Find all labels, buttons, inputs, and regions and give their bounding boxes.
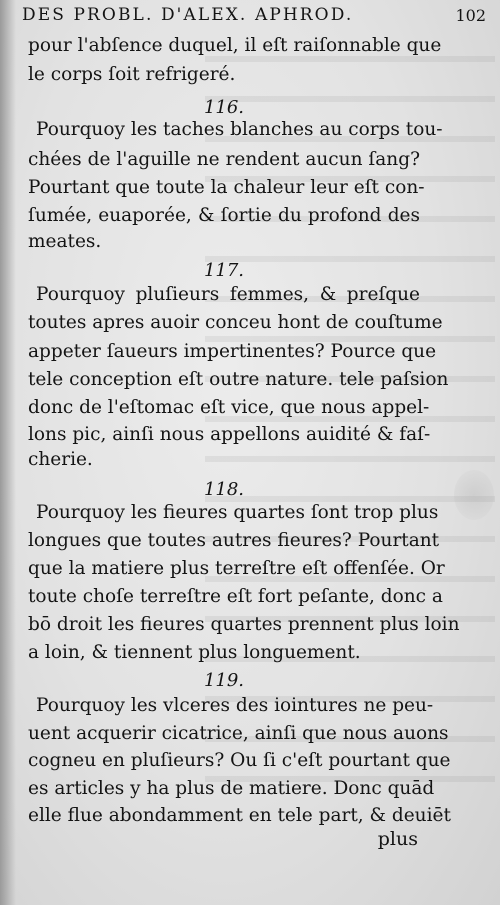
problem-number: 118.	[203, 479, 245, 500]
text-line: lons pic, ainſi nous appellons auidité & faſ-	[28, 424, 431, 445]
text-line: Pourquoy pluſieurs femmes, & preſque	[36, 284, 420, 305]
text-line: tele conception eſt outre nature. tele paſsion	[28, 369, 449, 390]
text-line: ſumée, euaporée, & ſortie du profond des	[28, 205, 420, 226]
problem-number: 116.	[203, 97, 245, 118]
text-line: toute choſe terreſtre eſt fort peſante, donc a	[28, 586, 443, 607]
catchword: plus	[377, 828, 418, 850]
text-line: longues que toutes autres fieures? Pourtant	[28, 530, 440, 551]
text-line: a loin, & tiennent plus longuement.	[28, 642, 361, 663]
text-line: Pourquoy les taches blanches au corps tou-	[36, 119, 443, 140]
text-line: Pourquoy les vlceres des iointures ne peu-	[36, 695, 434, 716]
running-head: DES PROBL. D'ALEX. APHROD.	[22, 5, 354, 25]
problem-number: 117.	[203, 260, 245, 281]
problem-number: 119.	[203, 670, 245, 691]
text-line: donc de l'eſtomac eſt vice, que nous appel-	[28, 397, 430, 418]
text-line: toutes apres auoir conceu hont de couſtume	[28, 312, 443, 333]
text-line: meates.	[28, 231, 102, 252]
text-line: appeter ſaueurs impertinentes? Pource que	[28, 341, 437, 362]
page-number: 102	[455, 6, 486, 25]
text-line: cherie.	[28, 449, 93, 470]
text-line: que la matiere plus terreſtre eſt offenſée. Or	[28, 558, 445, 579]
text-line: Pourquoy les fieures quartes ſont trop plus	[36, 502, 439, 523]
text-line: pour l'abſence duquel, il eſt raiſonnable que	[28, 35, 442, 56]
gutter-shadow	[0, 0, 16, 905]
text-line: cogneu en pluſieurs? Ou ſi c'eſt pourtant que	[28, 750, 451, 771]
text-line: le corps ſoit refrigeré.	[28, 64, 236, 85]
text-line: Pourtant que toute la chaleur leur eſt con-	[28, 177, 425, 198]
paper-stain	[454, 470, 494, 520]
text-line: bō droit les fieures quartes prennent plus loin	[28, 614, 460, 635]
page-header	[22, 5, 486, 29]
text-line: uent acquerir cicatrice, ainſi que nous auons	[28, 723, 449, 744]
text-line: chées de l'aguille ne rendent aucun ſang?	[28, 149, 420, 170]
text-line: es articles y ha plus de matiere. Donc quād	[28, 778, 435, 799]
text-line: elle flue abondamment en tele part, & deuiēt	[28, 805, 451, 826]
